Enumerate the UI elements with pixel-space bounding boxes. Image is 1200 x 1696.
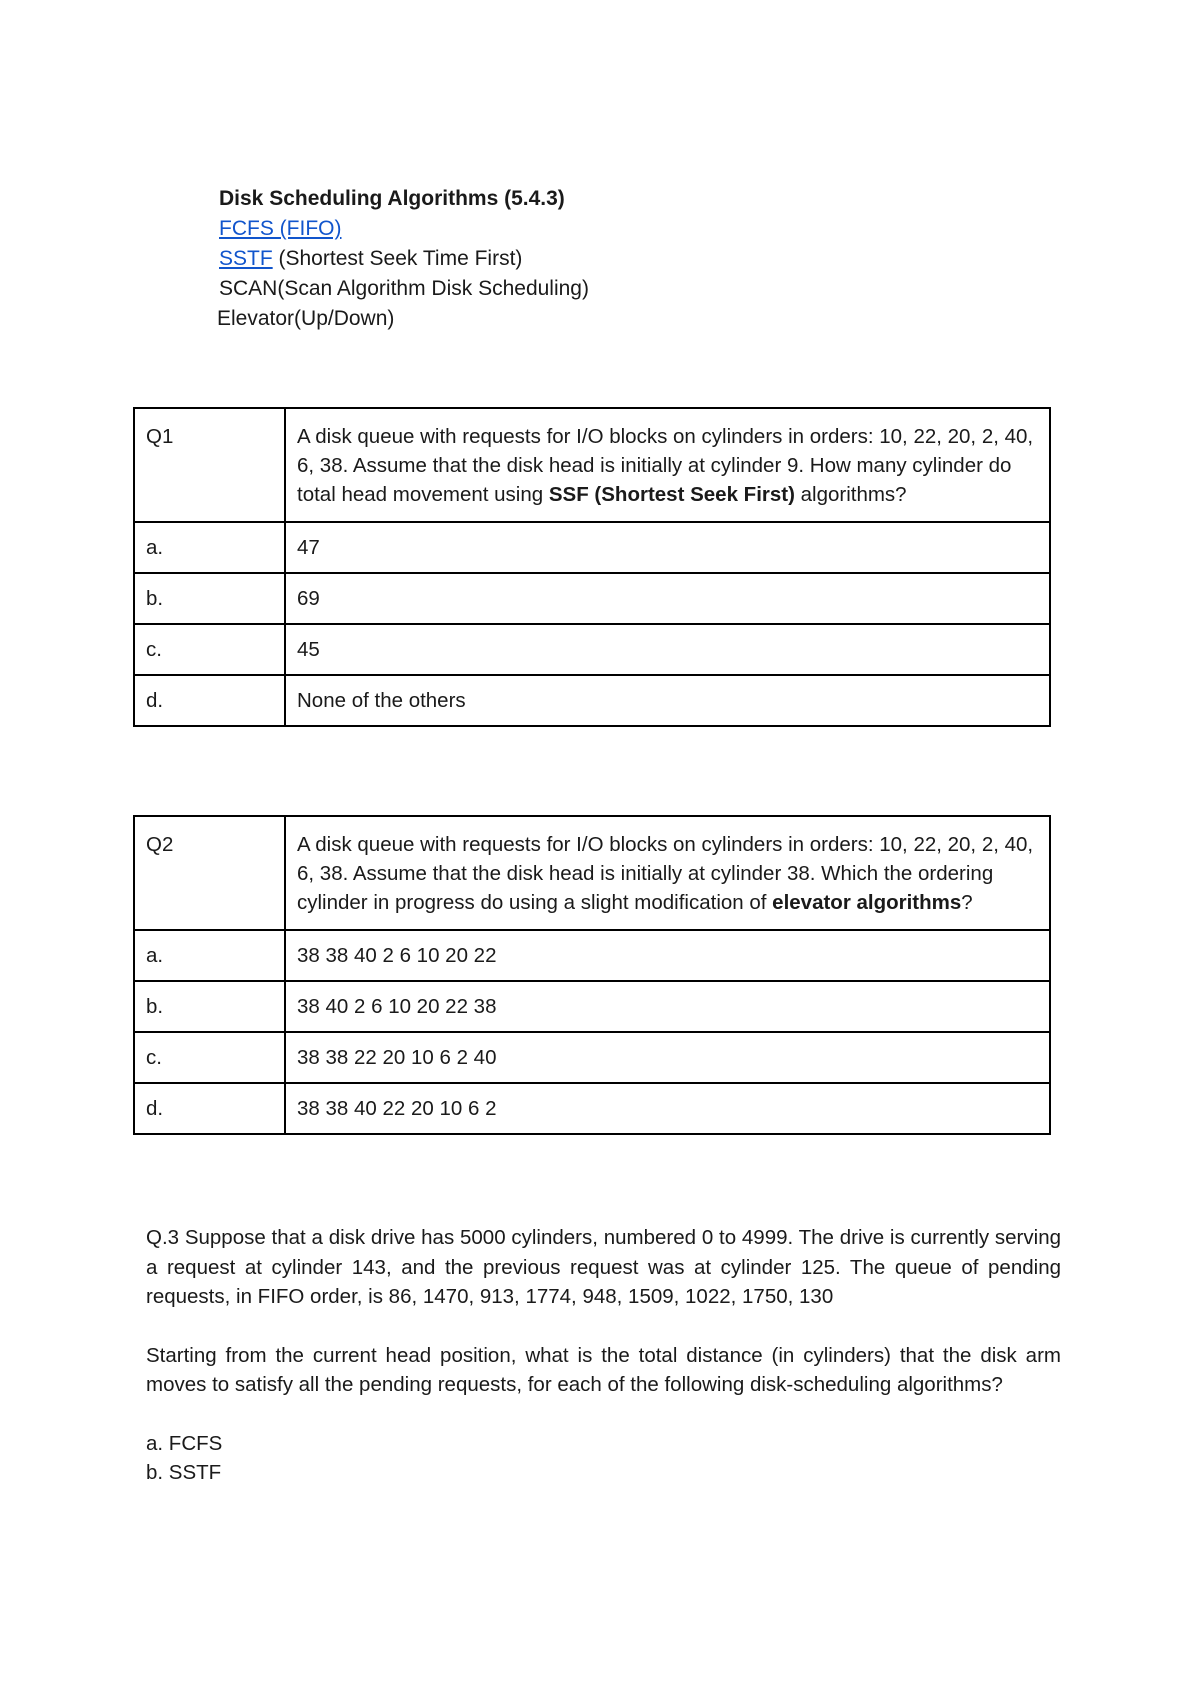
q1-option-text: None of the others: [285, 675, 1050, 726]
q1-option-text: 45: [285, 624, 1050, 675]
q3-option-a: a. FCFS: [146, 1431, 223, 1455]
q1-option-label: a.: [134, 522, 285, 573]
q1-label: Q1: [134, 408, 285, 522]
q2-option-text: 38 40 2 6 10 20 22 38: [285, 981, 1050, 1032]
elevator-line: Elevator(Up/Down): [217, 307, 395, 330]
q1-option-row: [134, 675, 1050, 726]
sstf-link[interactable]: SSTF: [219, 247, 273, 270]
q2-question: [285, 816, 1050, 930]
q2-label: Q2: [134, 816, 285, 930]
q1-option-row: [134, 573, 1050, 624]
q2-option-label: c.: [134, 1032, 285, 1083]
q2-question-bold: elevator algorithms: [772, 891, 962, 914]
q3-paragraph: Q.3 Suppose that a disk drive has 5000 cylinders, numbered 0 to 4999. The drive is currently serving a request at cylinder 143, and the previous request was at cylinder 125. The queue of pending requests, in FIFO order, is 86, 1470, 913, 1774, 948, 1509, 1022, 1750, 130: [146, 1226, 1061, 1308]
q1-option-row: [134, 624, 1050, 675]
q1-option-label: b.: [134, 573, 285, 624]
q1-option-label: d.: [134, 675, 285, 726]
q1-question-text: A disk queue with requests for I/O blocks on cylinders in orders: 10, 22, 20, 2, 40, 6, 38. Assume that the disk head is initially at cylinder 9. How many cylinder do total head movement using: [297, 425, 1034, 506]
q1-question: [285, 408, 1050, 522]
q2-question-row: [134, 816, 1050, 930]
q3-question-paragraph: Starting from the current head position, what is the total distance (in cylinders) that the disk arm moves to satisfy all the pending requests, for each of the following disk-scheduling algorithms?: [146, 1343, 1061, 1396]
q1-option-text: 47: [285, 522, 1050, 573]
q1-option-label: c.: [134, 624, 285, 675]
q1-table: [133, 407, 1051, 727]
q2-option-text: 38 38 40 22 20 10 6 2: [285, 1083, 1050, 1134]
q2-option-row: [134, 1083, 1050, 1134]
q2-option-label: a.: [134, 930, 285, 981]
q2-option-label: b.: [134, 981, 285, 1032]
q1-question-row: [134, 408, 1050, 522]
scan-line: SCAN(Scan Algorithm Disk Scheduling): [219, 277, 589, 300]
fcfs-link[interactable]: FCFS (FIFO): [219, 217, 342, 240]
topic-header: [219, 184, 589, 334]
q1-option-row: [134, 522, 1050, 573]
q2-option-label: d.: [134, 1083, 285, 1134]
q2-option-row: [134, 1032, 1050, 1083]
q3-options: [146, 1429, 1061, 1488]
q2-question-end: ?: [961, 891, 973, 914]
q2-option-text: 38 38 40 2 6 10 20 22: [285, 930, 1050, 981]
q2-option-row: [134, 930, 1050, 981]
q2-option-row: [134, 981, 1050, 1032]
q3-section: [146, 1223, 1061, 1488]
q1-question-end: algorithms?: [794, 483, 907, 506]
q1-question-bold: SSF (Shortest Seek First): [548, 483, 795, 506]
q2-table: [133, 815, 1051, 1135]
q1-option-text: 69: [285, 573, 1050, 624]
q3-option-b: b. SSTF: [146, 1461, 222, 1484]
fcfs-line: [219, 214, 589, 244]
sstf-line: [219, 244, 589, 274]
q2-option-text: 38 38 22 20 10 6 2 40: [285, 1032, 1050, 1083]
q2-question-text: A disk queue with requests for I/O blocks on cylinders in orders: 10, 22, 20, 2, 40, 6, 38. Assume that the disk head is initially at cylinder 38. Which the ordering cylinder in progress do using a slight modification of: [297, 833, 1034, 914]
sstf-description: (Shortest Seek Time First): [272, 247, 523, 270]
page-title: Disk Scheduling Algorithms (5.4.3): [219, 187, 565, 210]
